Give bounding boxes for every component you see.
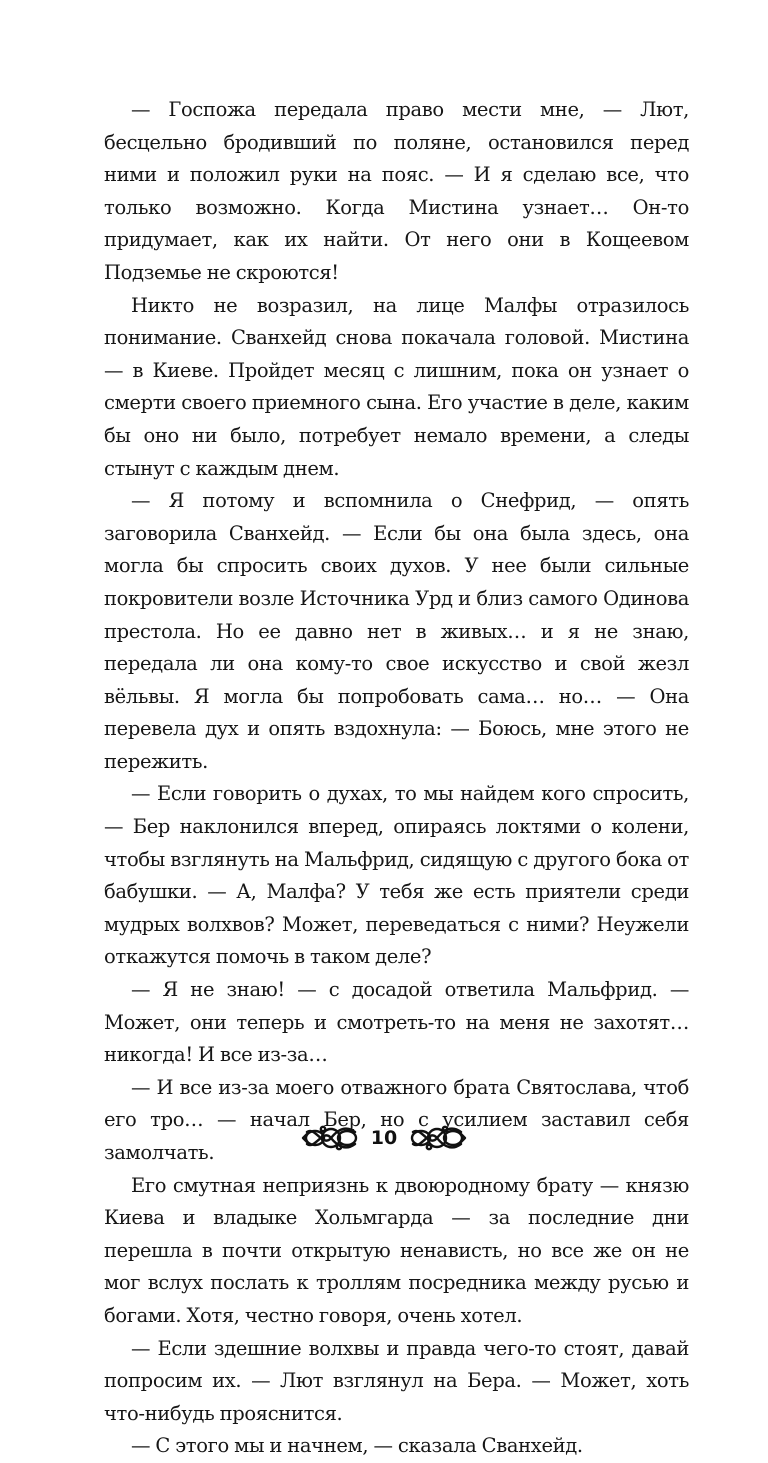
knotwork-ornament-icon: [301, 1124, 359, 1152]
paragraph-2: Никто не возразил, на лице Малфы отразилось понимание. Сванхейд снова покачала головой. Мистина — в Киеве. Пройдет месяц с лишним, пока он узнает о смерти своего приемного сына. Его участие в деле, каким бы оно ни было, потребует немало времени, а следы стынут с каждым днем.: [104, 293, 689, 480]
paragraph-6: — И все из-за моего отважного брата Святослава, чтоб его тро… — начал Бер, но с усилием заставил себя замолчать.: [104, 1075, 689, 1164]
body-text: [104, 94, 689, 1463]
paragraph-9: — С этого мы и начнем, — сказала Сванхейд.: [131, 1434, 583, 1458]
paragraph-8: — Если здешние волхвы и правда чего-то стоят, давай попросим их. — Лют взглянул на Бера. — Может, хоть что-нибудь прояснится.: [104, 1336, 689, 1425]
page-footer: [0, 1124, 768, 1152]
paragraph-7: Его смутная неприязнь к двоюродному брату — князю Киева и владыке Хольмгарда — за последние дни перешла в почти открытую ненависть, но все же он не мог вслух послать к троллям посредника между русью и богами. Хотя, честно говоря, очень хотел.: [104, 1173, 689, 1327]
paragraph-3: — Я потому и вспомнила о Снефрид, — опять заговорила Сванхейд. — Если бы она была здесь, она могла бы спросить своих духов. У нее были сильные покровители возле Источника Урд и близ самого Одинова престола. Но ее давно нет в живых… и я не знаю, передала ли она кому-то свое искусство и свой жезл вёльвы. Я могла бы попробовать сама… но… — Она перевела дух и опять вздохнула: — Боюсь, мне этого не пережить.: [104, 489, 689, 773]
paragraph-5: — Я не знаю! — с досадой ответила Мальфрид. — Может, они теперь и смотреть-то на меня не захотят… никогда! И все из-за…: [104, 978, 689, 1067]
page-number: 10: [370, 1127, 398, 1149]
knotwork-ornament-icon: [409, 1124, 467, 1152]
paragraph-4: — Если говорить о духах, то мы найдем кого спросить, — Бер наклонился вперед, опираясь локтями о колени, чтобы взглянуть на Мальфрид, сидящую с другого бока от бабушки. — А, Малфа? У тебя же есть приятели среди мудрых волхвов? Может, переведаться с ними? Неужели откажутся помочь в таком деле?: [104, 782, 689, 969]
paragraph-1: — Госпожа передала право мести мне, — Лют, бесцельно бродивший по поляне, остановился перед ними и положил руки на пояс. — И я сделаю все, что только возможно. Когда Мистина узнает… Он-то придумает, как их найти. От него они в Кощеевом Подземье не скроются!: [104, 98, 689, 284]
